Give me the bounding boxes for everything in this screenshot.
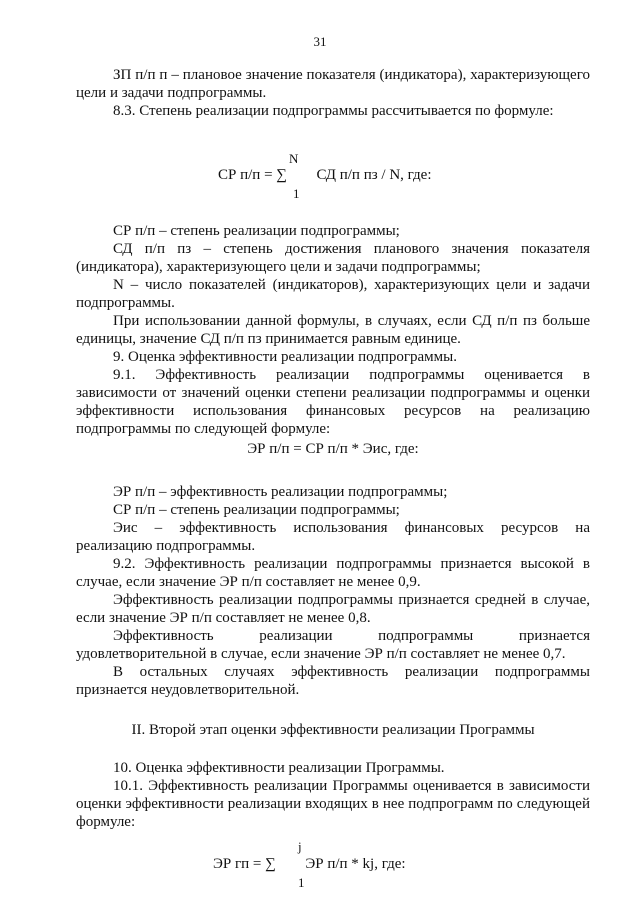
formula-left-side-program: ЭР гп = ∑ — [213, 856, 276, 872]
formula-lower-limit: 1 — [293, 186, 300, 201]
formula-program-efficiency — [76, 835, 590, 891]
formula-right-side: СД п/п пз / N, где: — [316, 167, 432, 183]
formula-upper-limit: N — [289, 151, 299, 166]
paragraph-10: 10. Оценка эффективности реализации Программы. — [113, 760, 445, 776]
paragraph-10-1: 10.1. Эффективность реализации Программы оценивается в зависимости оценки эффективности реализации входящих в нее подпрограмм по следующей формуле: — [76, 778, 590, 830]
formula-upper-limit-j: j — [298, 839, 302, 854]
paragraph-sd-definition: СД п/п пз – степень достижения планового значения показателя (индикатора), характеризующего цели и задачи подпрограммы; — [76, 241, 590, 275]
paragraph-er-definition: ЭР п/п – эффективность реализации подпрограммы; — [113, 484, 448, 500]
paragraph-eis-definition: Эис – эффективность использования финансовых ресурсов на реализацию подпрограммы. — [76, 520, 590, 554]
formula-right-side-program: ЭР п/п * kj, где: — [305, 856, 406, 872]
paragraph-medium-efficiency: Эффективность реализации подпрограммы признается средней в случае, если значение ЭР п/п составляет не менее 0,8. — [76, 592, 590, 626]
formula-left-side: СР п/п = ∑ — [218, 167, 287, 183]
paragraph-9-2: 9.2. Эффективность реализации подпрограммы признается высокой в случае, если значение ЭР п/п составляет не менее 0,9. — [76, 556, 590, 590]
paragraph-zp-definition: ЗП п/п п – плановое значение показателя (индикатора), характеризующего цели и задачи подпрограммы. — [76, 67, 590, 101]
formula-lower-limit-1: 1 — [298, 875, 305, 890]
section-heading: II. Второй этап оценки эффективности реализации Программы — [131, 722, 535, 738]
paragraph-unsatisfactory-efficiency: В остальных случаях эффективность реализации подпрограммы признается неудовлетворительной. — [76, 664, 590, 698]
page-number: 31 — [313, 34, 327, 49]
paragraph-9: 9. Оценка эффективности реализации подпрограммы. — [113, 349, 457, 365]
formula-subprogram-efficiency: ЭР п/п = СР п/п * Эис, где: — [247, 441, 419, 457]
document-body — [76, 66, 590, 891]
paragraph-sr-definition: СР п/п – степень реализации подпрограммы; — [113, 223, 400, 239]
paragraph-n-definition: N – число показателей (индикаторов), характеризующих цели и задачи подпрограммы. — [76, 277, 590, 311]
paragraph-8-3: 8.3. Степень реализации подпрограммы рассчитывается по формуле: — [113, 103, 554, 119]
paragraph-sr-definition-2: СР п/п – степень реализации подпрограммы; — [113, 502, 400, 518]
paragraph-9-1: 9.1. Эффективность реализации подпрограммы оценивается в зависимости от значений оценки степени реализации подпрограммы и оценки эффективности использования финансовых ресурсов на реализацию подпрограммы по следующей формуле: — [76, 367, 590, 437]
paragraph-satisfactory-efficiency: Эффективность реализации подпрограммы признается удовлетворительной в случае, если значение ЭР п/п составляет не менее 0,7. — [76, 628, 590, 662]
formula-subprogram-degree — [76, 151, 590, 201]
paragraph-formula-usage: При использовании данной формулы, в случаях, если СД п/п пз больше единицы, значение СД п/п пз принимается равным единице. — [76, 313, 590, 347]
